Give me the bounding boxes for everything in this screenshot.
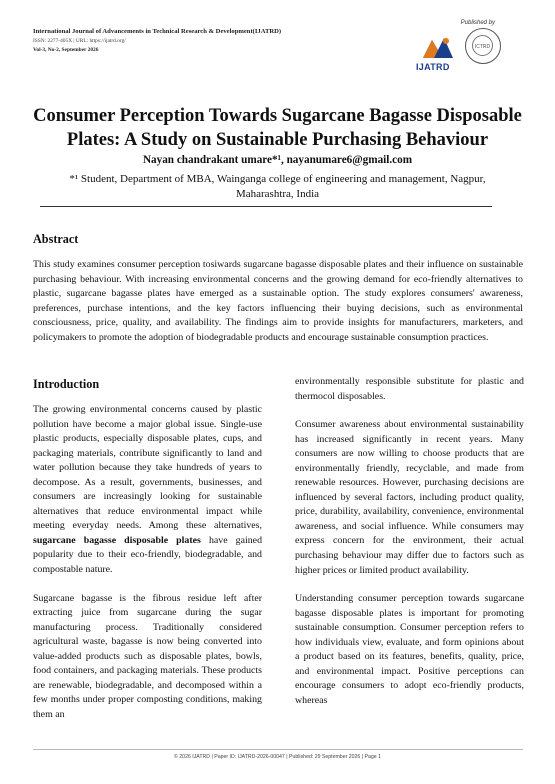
abstract-heading: Abstract	[33, 232, 79, 246]
intro-paragraph-1	[33, 403, 262, 578]
title-divider	[40, 206, 492, 207]
paper-title: Consumer Perception Towards Sugarcane Bagasse Disposable Plates: A Study on Sustainable Purchasing Behaviour	[33, 106, 522, 150]
published-by-label: Published by	[460, 20, 495, 26]
seal-glyph-icon	[473, 36, 492, 55]
journal-logo-text: IJATRD	[416, 62, 450, 72]
issn-url: ISSN: 2277-405X | URL: https://ijatrd.org/	[33, 38, 126, 44]
intro-paragraph-2-cont: environmentally responsible substitute for plastic and thermocol disposables.	[295, 376, 524, 402]
intro-p1-text: The growing environmental concerns caused by plastic pollution have become a major global issue. Single-use plastic products, especially disposable plates, cups, and packaging materials, contribute significantly to land and water pollution because they take hundreds of years to decompose. As a result, governments, businesses, and consumers are increasingly looking for sustainable alternatives that reduce environmental impact while meeting everyday needs. Among these alternatives,	[33, 404, 262, 532]
page-footer: © 2026 IJATRD | Paper ID: IJATRD-2026-00047 | Published: 29 September 2026 | Page 1	[174, 754, 381, 760]
intro-p1-rest: have gained popularity due to their eco-friendly, biodegradable, and compostable nature.	[33, 534, 263, 576]
left-column	[33, 403, 262, 722]
introduction-heading: Introduction	[33, 377, 100, 391]
intro-paragraph-4: Understanding consumer perception towards sugarcane bagasse disposable plates is important for promoting sustainable consumption. Consumer perception refers to how individuals view, evaluate, and form opinions about a product based on its features, benefits, quality, price, and environmental impact. Positive perceptions can encourage consumers to adopt eco-friendly products, whereas	[295, 593, 524, 706]
intro-paragraph-2: Sugarcane bagasse is the fibrous residue left after extracting juice from sugarcane during the sugar manufacturing process. Traditionally considered agricultural waste, bagasse is now being converted into value-added products such as disposable plates, bowls, food containers, and packaging materials. These products are renewable, biodegradable, and decomposed within a few months under proper composting conditions, making them an	[33, 592, 262, 720]
journal-logo-icon	[420, 34, 456, 62]
seal-inner	[472, 35, 493, 56]
right-column	[295, 375, 524, 708]
abstract-text: This study examines consumer perception tosiwards sugarcane bagasse disposable plates and their influence on sustainable purchasing behaviour. With increasing environmental concerns and the growing demand for eco-friendly alternatives to plastic, sugarcane bagasse plates have emerged as a sustainable option. The study explores consumers' awareness, preferences, purchase intentions, and the key factors influencing their buying decisions, such as environmental consciousness, price, quality, and availability. The findings aim to provide insights for manufacturers, marketers, and policymakers to promote the adoption of biodegradable products and encourage sustainable consumption practices.	[33, 259, 523, 343]
journal-name: International Journal of Advancements in Technical Research & Development(IJATRD)	[33, 28, 282, 35]
footer-divider	[33, 749, 523, 750]
intro-paragraph-3: Consumer awareness about environmental sustainability has increased significantly in recent years. Many consumers are now willing to choose products that are environmentally friendly, recyclable, and made from renewable resources. However, purchasing decisions are influenced by several factors, including product quality, price, durability, availability, convenience, environmental awareness, and social influence. While consumers may express concern for the environment, their actual purchasing behaviour may differ due to factors such as higher prices or limited product availability.	[295, 419, 524, 576]
publisher-block	[410, 20, 505, 78]
paper-authors: Nayan chandrakant umare*¹, nayanumare6@gmail.com	[142, 154, 413, 166]
seal-icon	[465, 28, 501, 64]
author-affiliation: *¹ Student, Department of MBA, Wainganga college of engineering and management, Nagpur, Maharashtra, India	[69, 173, 486, 200]
intro-p1-bold: sugarcane bagasse disposable plates	[33, 534, 201, 546]
volume-info: Vol-3, No-2, September 2026	[33, 47, 99, 53]
seal-text: ICTRD	[474, 44, 491, 50]
